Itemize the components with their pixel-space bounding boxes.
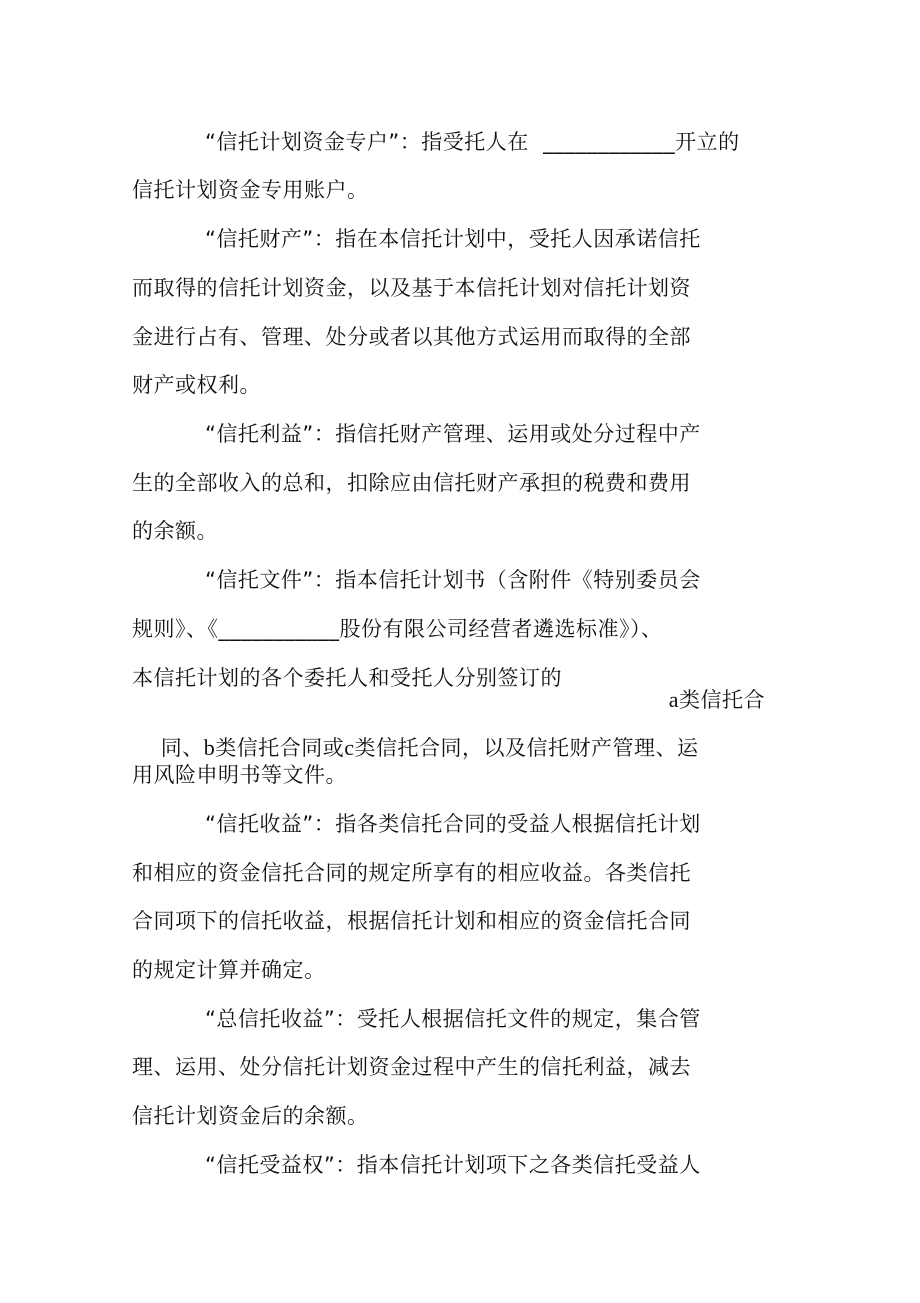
inline-text: 类信托合同，以及信托财产管理、运 — [354, 736, 699, 760]
text-line: 和相应的资金信托合同的规定所享有的相应收益。各类信托 — [132, 861, 691, 885]
text-line: 信托计划资金后的余额。 — [132, 1104, 369, 1128]
text-line: 的规定计算并确定。 — [132, 958, 326, 982]
inline-latin: a — [668, 687, 679, 712]
inline-latin: b — [203, 735, 216, 760]
text-line — [132, 716, 699, 760]
inline-text: 类信托合 — [678, 688, 765, 712]
text-line: 财产或权利。 — [132, 373, 261, 397]
text-line: “信托利益”：指信托财产管理、运用或处分过程中产 — [205, 422, 701, 446]
text-line: 金进行占有、管理、处分或者以其他方式运用而取得的全部 — [132, 325, 691, 349]
text-line: 信托计划资金专用账户。 — [132, 178, 369, 202]
inline-text: 同、 — [160, 736, 204, 760]
text-line: “总信托收益”：受托人根据信托文件的规定，集合管 — [205, 1007, 701, 1031]
text-line: 用风险申明书等文件。 — [132, 763, 347, 787]
text-line: 生的全部收入的总和，扣除应由信托财产承担的税费和费用 — [132, 471, 691, 495]
inline-latin: c — [344, 735, 355, 760]
text-line: “信托收益”：指各类信托合同的受益人根据信托计划 — [205, 812, 701, 836]
text-line: “信托文件”：指本信托计划书（含附件《特别委员会 — [205, 568, 701, 592]
text-line: 规则》、《___________股份有限公司经营者遴选标准》）、 — [132, 617, 663, 641]
text-line — [640, 668, 765, 712]
text-line: 合同项下的信托收益，根据信托计划和相应的资金信托合同 — [132, 909, 691, 933]
text-line: “信托计划资金专户”：指受托人在 ____________开立的 — [205, 130, 740, 154]
text-line: 理、运用、处分信托计划资金过程中产生的信托利益，减去 — [132, 1055, 691, 1079]
text-line: 而取得的信托计划资金，以及基于本信托计划对信托计划资 — [132, 276, 691, 300]
text-line: “信托财产”：指在本信托计划中，受托人因承诺信托 — [205, 227, 701, 251]
text-line: 的余额。 — [132, 519, 218, 543]
text-line: “信托受益权”：指本信托计划项下之各类信托受益人 — [205, 1153, 701, 1177]
inline-text: 类信托合同或 — [215, 736, 345, 760]
text-line: 本信托计划的各个委托人和受托人分别签订的 — [132, 666, 562, 690]
